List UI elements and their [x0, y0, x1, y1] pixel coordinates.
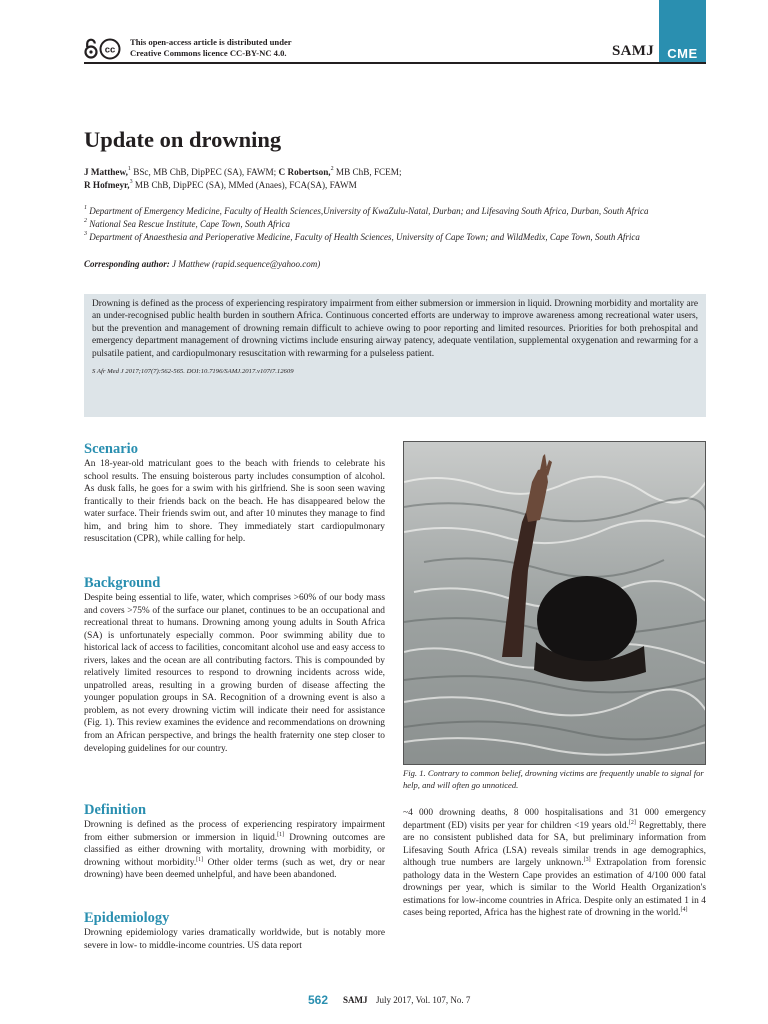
- svg-text:cc: cc: [104, 44, 116, 56]
- license-notice: [130, 37, 292, 58]
- section-body: An 18-year-old matriculant goes to the beach with friends to celebrate his school results. The ensuing boisterous party includes consumption of alcohol. As dusk falls, he goes for a swim with his girlfriend. She is soon seen waving frantically to their friends back on the beach. He has disappeared below the water surface. Their friends swim out, and after 10 minutes they manage to find him, and bring him to shore. They immediately start cardiopulmonary resuscitation (CPR), while calling for help.: [84, 459, 385, 545]
- section-heading: Scenario: [84, 441, 138, 457]
- corresponding-author: Corresponding author: J Matthew (rapid.sequence@yahoo.com): [84, 259, 321, 269]
- abstract-box: [84, 294, 706, 417]
- figure-caption: Fig. 1. Contrary to common belief, drowning victims are frequently unable to signal for help, and will often go unnoticed.: [403, 768, 704, 790]
- section-body: Drowning is defined as the process of experiencing respiratory impairment from either submersion or immersion in liquid.[1] Drowning outcomes are classified as either drowning with mortality, drowning with morbidity, or drowning without morbidity.[1] Other older terms (such as wet, dry or near drowning) have been deemed unhelpful, and have been abandoned.: [84, 820, 385, 881]
- section-background: [84, 575, 385, 755]
- section-epidemiology: [84, 910, 385, 952]
- cme-label: CME: [667, 46, 698, 61]
- author-name: R Hofmeyr,: [84, 180, 130, 190]
- affiliation-3: $^3$ Department of Anaesthesia and Perioperative Medicine, Faculty of Health Sciences, University of Cape Town; and WildMedix, Cape Town, South Africa: [84, 231, 640, 242]
- section-heading: Epidemiology: [84, 910, 170, 926]
- citation: S Afr Med J 2017;107(7):562-565. DOI:10.7196/SAMJ.2017.v107i7.12609: [92, 368, 294, 376]
- license-line-1: This open-access article is distributed under: [130, 37, 292, 47]
- section-scenario: [84, 441, 385, 546]
- section-heading: Background: [84, 575, 161, 591]
- journal-name: SAMJ: [612, 43, 655, 59]
- footer-journal: SAMJ: [343, 995, 368, 1005]
- page-number: 562: [308, 993, 329, 1007]
- section-definition: [84, 802, 385, 882]
- open-access-cc-logo: [84, 38, 124, 60]
- cme-tab: [659, 0, 706, 62]
- affiliation-1: $^1$ Department of Emergency Medicine, Faculty of Health Sciences,University of KwaZulu-Natal, Durban; and Lifesaving South Africa, Durban, South Africa: [84, 205, 649, 216]
- figure-drowning-photo: [403, 441, 706, 765]
- section-epidemiology-continued: [403, 807, 706, 920]
- license-line-2: Creative Commons licence CC-BY-NC 4.0.: [130, 47, 287, 58]
- header-rule: [84, 62, 706, 64]
- section-heading: Definition: [84, 802, 147, 818]
- author-list: J Matthew,$^1$ BSc, MB ChB, DipPEC (SA), FAWM; C Robertson,$^2$ MB ChB, FCEM; R Hofmeyr,$^3$ MB ChB, DipPEC (SA), MMed (Anaes), FCA(SA), FAWM: [84, 166, 402, 190]
- drowning-photo-image: [404, 442, 706, 765]
- abstract-text: Drowning is defined as the process of experiencing respiratory impairment from either submersion or immersion in liquid. Drowning morbidity and mortality are an under-recognised public health burden in southern Africa. Continuous concerted efforts are underway to improve awareness among recreational water users, but the prevention and management of drowning remain difficult to achieve owing to poor reporting and limited resources. Priorities for both prehospital and emergency department management of drowning victims include ensuring airway patency, adequate ventilation, supplemental oxygenation and rewarming for a pulsatile patient, and cardiopulmonary resuscitation with rewarming for a pulseless patient.: [92, 299, 698, 359]
- affiliation-2: $^2$ National Sea Rescue Institute, Cape Town, South Africa: [84, 218, 290, 229]
- section-body: ~4 000 drowning deaths, 8 000 hospitalisations and 31 000 emergency department (ED) visits per year for children <19 years old.[2] Regrettably, there are no consistent published data for SA, but preliminary information from Lifesaving South Africa (LSA) reveals similar trends in age demographics, although true numbers are largely unknown.[3] Extrapolation from forensic pathology data in the Western Cape provides an estimation of 4/100 000 fatal drownings per year, which is similar to the World Health Organization's estimations for low-income countries in Africa. Despite only an estimated 1 in 4 cases being reported, Africa has the highest rate of drowning in the world.[4]: [403, 808, 706, 919]
- author-name: C Robertson,: [278, 167, 331, 177]
- author-name: J Matthew,: [84, 167, 128, 177]
- article-title: Update on drowning: [84, 127, 282, 152]
- footer-issue: July 2017, Vol. 107, No. 7: [376, 995, 471, 1005]
- section-body: Drowning epidemiology varies dramatically worldwide, but is notably more severe in low- to middle-income countries. US data report: [84, 928, 385, 951]
- section-body: Despite being essential to life, water, which comprises >60% of our body mass and covers >75% of the surface our planet, continues to be an occupational and recreational threat to humans. Drowning among young adults in South Africa (SA) is unfortunately especially common. Poor swimming ability due to historical lack of access to facilities, concomitant alcohol use and easy access to rivers, lakes and the ocean are all contributing factors. This is compounded by relatively limited resources to respond to drowning incidents across wide, unpatrolled areas, resulting in a growing burden of disease affecting the younger population groups in SA. Recognition of a drowning event is also a problem, as not every drowning victim will indicate their need for assistance (Fig. 1). This review examines the evidence and recommendations on drowning from an African perspective, and brings the health fraternity one step closer to developing guidelines for our country.: [84, 593, 385, 754]
